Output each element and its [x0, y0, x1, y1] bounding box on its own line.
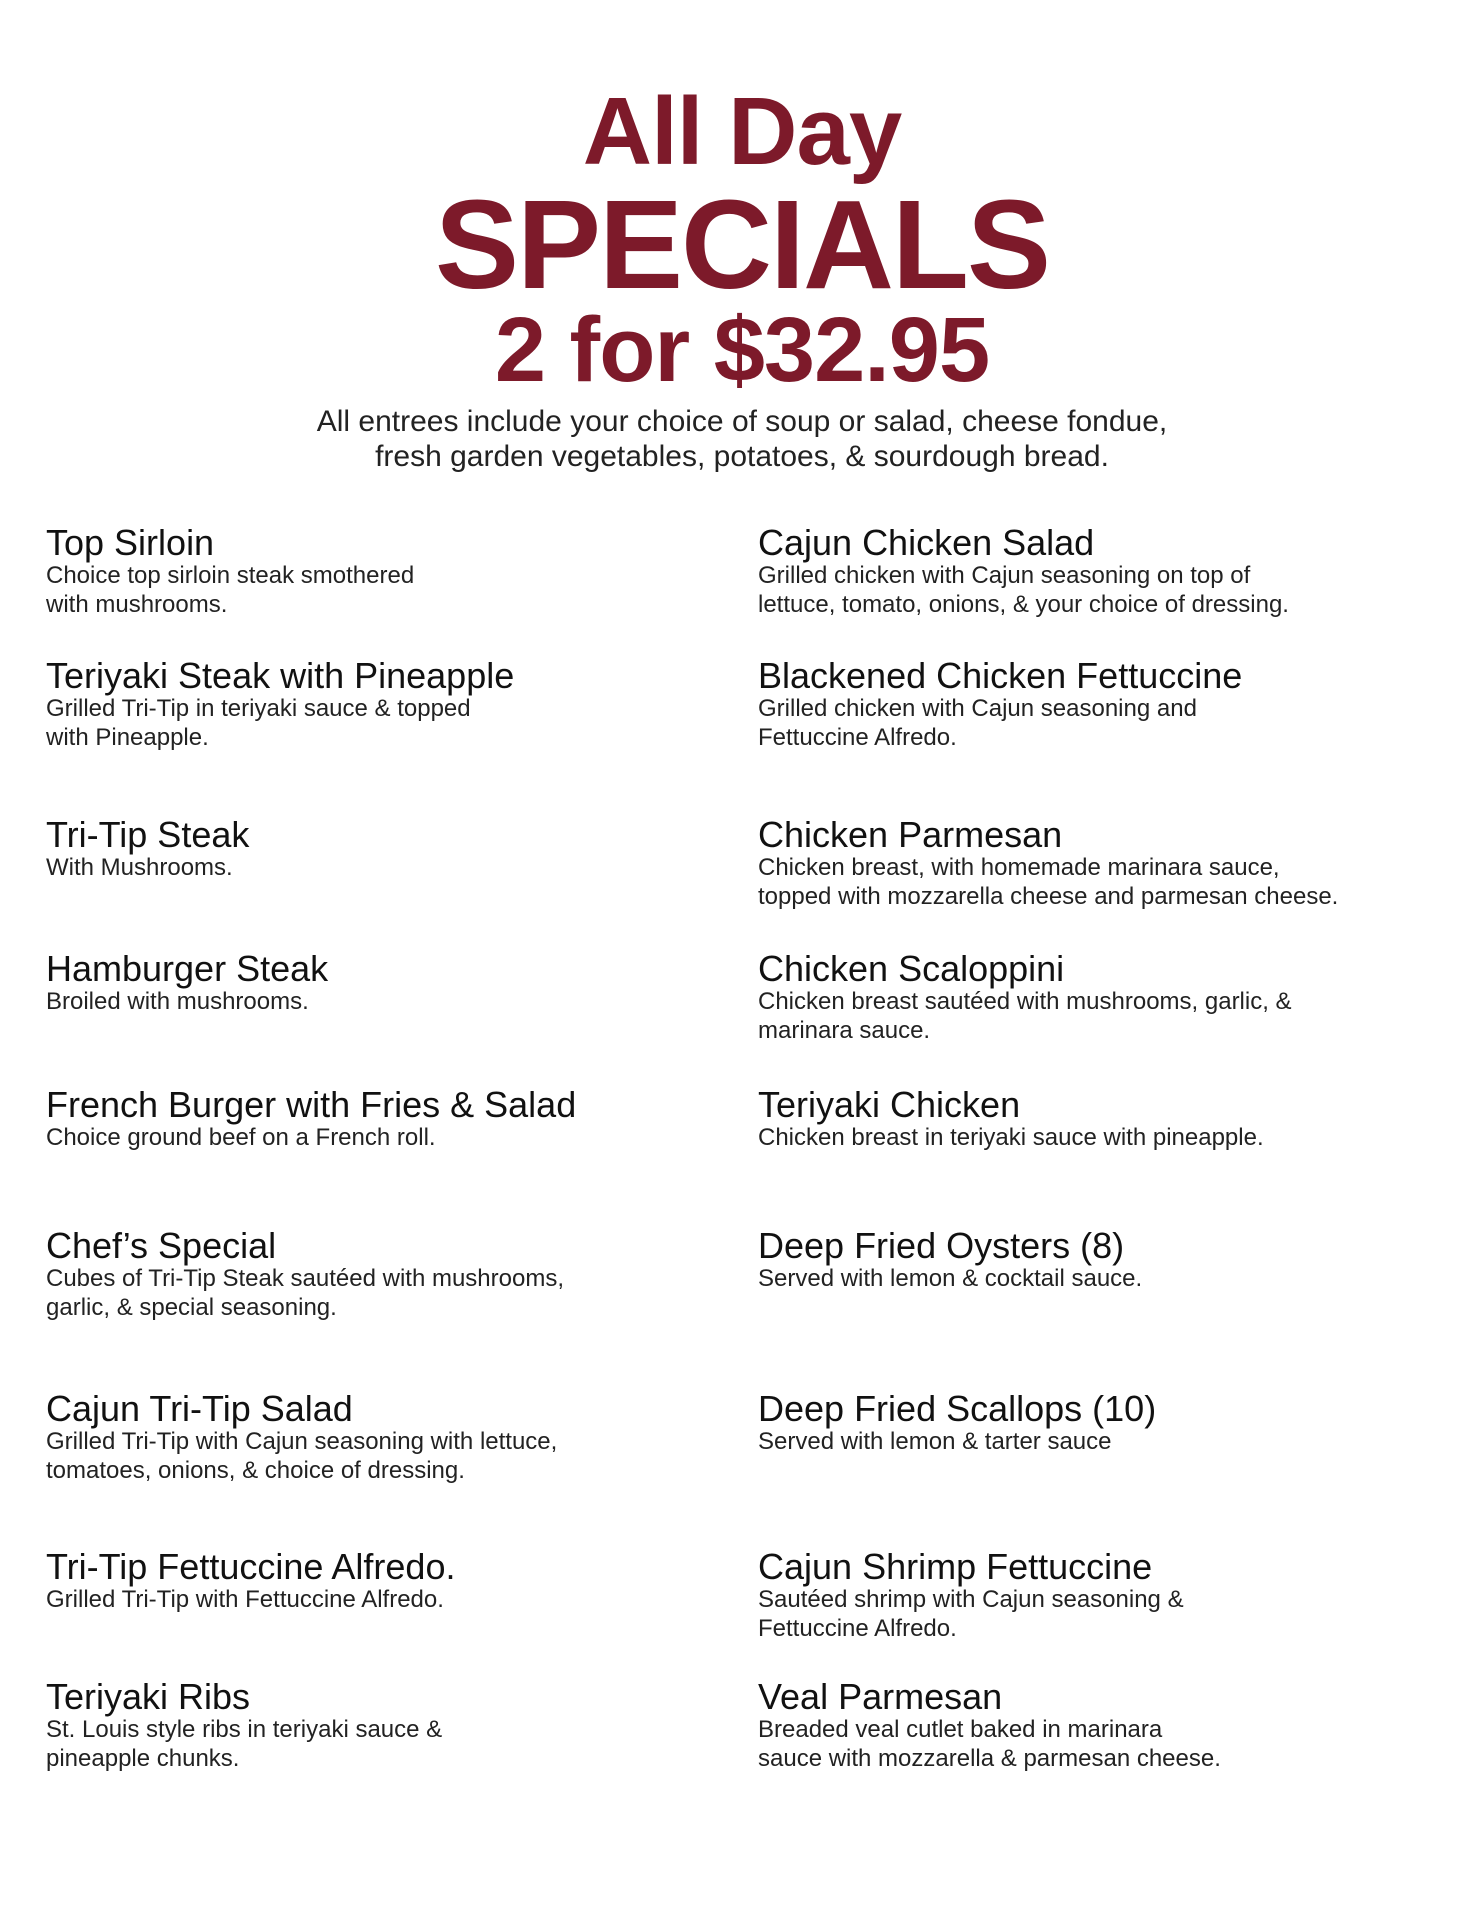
menu-item-tri-tip-steak [46, 815, 746, 882]
item-name: Cajun Tri-Tip Salad [46, 1388, 353, 1429]
item-description [758, 561, 1458, 619]
item-name: Blackened Chicken Fettuccine [758, 655, 1243, 696]
menu-item-teriyaki-steak [46, 656, 746, 752]
item-description [758, 694, 1458, 752]
header-specials: SPECIALS [434, 174, 1050, 315]
item-description [758, 987, 1458, 1045]
item-desc-line: with mushrooms. [46, 591, 228, 618]
item-desc-line: with Pineapple. [46, 724, 209, 751]
item-name: Top Sirloin [46, 522, 215, 563]
menu-item-cajun-shrimp-fettuccine [758, 1547, 1458, 1643]
intro-text [0, 404, 1484, 474]
menu-item-deep-fried-scallops [758, 1389, 1458, 1456]
item-desc-line: Grilled Tri-Tip with Cajun seasoning with lettuce, [46, 1428, 558, 1455]
item-description [46, 561, 746, 619]
intro-line-1: All entrees include your choice of soup or salad, cheese fondue, [316, 405, 1168, 438]
item-desc-line: Sautéed shrimp with Cajun seasoning & [758, 1586, 1184, 1613]
intro-line-2: fresh garden vegetables, potatoes, & sourdough bread. [375, 440, 1109, 473]
menu-item-cajun-tri-tip-salad [46, 1389, 746, 1485]
item-name: French Burger with Fries & Salad [46, 1084, 577, 1125]
menu-item-tri-tip-fettuccine [46, 1547, 746, 1614]
item-desc-line: Choice top sirloin steak smothered [46, 562, 415, 589]
item-description [46, 1427, 746, 1485]
item-desc-line: Chicken breast in teriyaki sauce with pineapple. [758, 1124, 1264, 1151]
item-description [46, 694, 746, 752]
item-desc-line: Breaded veal cutlet baked in marinara [758, 1716, 1163, 1743]
item-desc-line: Grilled chicken with Cajun seasoning on top of [758, 562, 1251, 589]
item-desc-line: Fettuccine Alfredo. [758, 724, 957, 751]
item-desc-line: Chicken breast, with homemade marinara sauce, [758, 854, 1280, 881]
item-desc-line: lettuce, tomato, onions, & your choice of dressing. [758, 591, 1289, 618]
menu-item-hamburger-steak [46, 949, 746, 1016]
menu-item-chicken-scaloppini [758, 949, 1458, 1045]
menu-item-top-sirloin [46, 523, 746, 619]
menu-item-teriyaki-ribs [46, 1677, 746, 1773]
item-description [758, 1585, 1458, 1643]
item-name: Hamburger Steak [46, 948, 329, 989]
item-desc-line: sauce with mozzarella & parmesan cheese. [758, 1745, 1221, 1772]
item-name: Cajun Shrimp Fettuccine [758, 1546, 1153, 1587]
item-name: Chef’s Special [46, 1225, 277, 1266]
item-description [758, 1427, 1458, 1456]
item-desc-line: Grilled chicken with Cajun seasoning and [758, 695, 1197, 722]
item-desc-line: With Mushrooms. [46, 854, 233, 881]
menu-item-blackened-chicken-fettuccine [758, 656, 1458, 752]
item-desc-line: Served with lemon & cocktail sauce. [758, 1265, 1143, 1292]
item-description [46, 853, 746, 882]
menu-item-deep-fried-oysters [758, 1226, 1458, 1293]
item-desc-line: St. Louis style ribs in teriyaki sauce & [46, 1716, 443, 1743]
item-desc-line: Served with lemon & tarter sauce [758, 1428, 1112, 1455]
item-description [758, 1264, 1458, 1293]
header-all-day: All Day [582, 78, 902, 185]
item-name: Deep Fried Scallops (10) [758, 1388, 1157, 1429]
item-name: Tri-Tip Fettuccine Alfredo. [46, 1546, 456, 1587]
menu-item-chicken-parmesan [758, 815, 1458, 911]
item-description [758, 853, 1458, 911]
item-description [46, 1715, 746, 1773]
item-name: Chicken Scaloppini [758, 948, 1065, 989]
menu-item-french-burger [46, 1085, 746, 1152]
item-name: Teriyaki Steak with Pineapple [46, 655, 515, 696]
menu-item-cajun-chicken-salad [758, 523, 1458, 619]
item-desc-line: Fettuccine Alfredo. [758, 1615, 957, 1642]
item-desc-line: pineapple chunks. [46, 1745, 240, 1772]
item-name: Tri-Tip Steak [46, 814, 250, 855]
item-description [46, 1585, 746, 1614]
item-name: Chicken Parmesan [758, 814, 1063, 855]
menu-item-chefs-special [46, 1226, 746, 1322]
item-desc-line: Cubes of Tri-Tip Steak sautéed with mushrooms, [46, 1265, 564, 1292]
header-price: 2 for $32.95 [494, 299, 990, 401]
item-desc-line: Choice ground beef on a French roll. [46, 1124, 436, 1151]
item-description [46, 987, 746, 1016]
item-name: Veal Parmesan [758, 1676, 1003, 1717]
item-description [758, 1123, 1458, 1152]
item-desc-line: Grilled Tri-Tip in teriyaki sauce & topped [46, 695, 471, 722]
item-desc-line: garlic, & special seasoning. [46, 1294, 337, 1321]
item-name: Teriyaki Ribs [46, 1676, 251, 1717]
menu-item-teriyaki-chicken [758, 1085, 1458, 1152]
item-description [758, 1715, 1458, 1773]
item-desc-line: Broiled with mushrooms. [46, 988, 309, 1015]
item-desc-line: Chicken breast sautéed with mushrooms, garlic, & [758, 988, 1292, 1015]
item-desc-line: marinara sauce. [758, 1017, 931, 1044]
menu-item-veal-parmesan [758, 1677, 1458, 1773]
item-name: Teriyaki Chicken [758, 1084, 1021, 1125]
item-description [46, 1123, 746, 1152]
item-name: Cajun Chicken Salad [758, 522, 1095, 563]
item-description [46, 1264, 746, 1322]
item-desc-line: topped with mozzarella cheese and parmesan cheese. [758, 883, 1339, 910]
item-name: Deep Fried Oysters (8) [758, 1225, 1125, 1266]
item-desc-line: Grilled Tri-Tip with Fettuccine Alfredo. [46, 1586, 444, 1613]
item-desc-line: tomatoes, onions, & choice of dressing. [46, 1457, 465, 1484]
